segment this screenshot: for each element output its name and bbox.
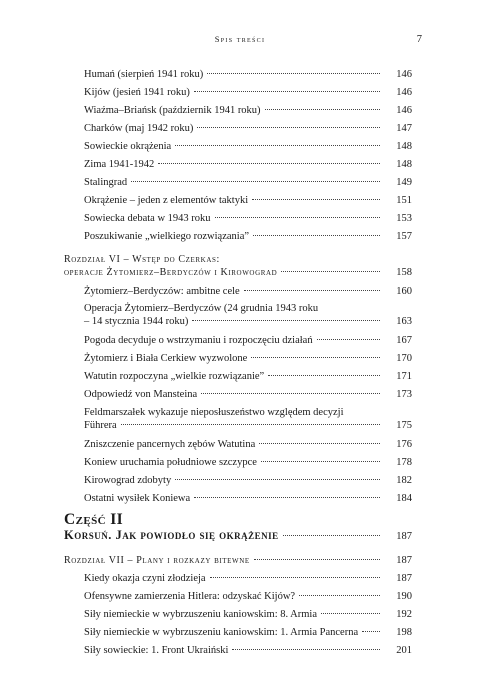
toc-entry[interactable] [64,456,412,469]
toc-entry[interactable] [64,388,412,401]
chapter-page: 187 [396,555,412,566]
toc-entry-page: 167 [396,335,412,346]
toc-entry-title: Sowiecka debata w 1943 roku [84,213,211,224]
dot-leader [251,357,380,358]
dot-leader [283,535,380,536]
dot-leader [268,375,380,376]
dot-leader [254,559,380,560]
toc-entry[interactable] [64,644,412,657]
toc-entry[interactable] [64,104,412,117]
toc-entry-title: Kiedy okazja czyni złodzieja [84,573,206,584]
chapter-entry[interactable] [64,253,412,279]
toc-entry-page: 176 [396,439,412,450]
toc-entry[interactable] [64,212,412,225]
toc-entry-page: 147 [396,123,412,134]
dot-leader [362,631,380,632]
dot-leader [121,424,380,425]
toc-entry-title: Watutin rozpoczyna „wielkie rozwiązanie” [84,371,265,382]
toc-entry-title: Stalingrad [84,177,128,188]
dot-leader [201,393,380,394]
toc-entry[interactable] [64,230,412,243]
toc-entry-page: 175 [396,420,412,431]
toc-entry-title: Sowieckie okrążenia [84,141,172,152]
toc-entry-title: Siły sowieckie: 1. Front Ukraiński [84,645,229,656]
toc-entry-page: 148 [396,159,412,170]
running-title: Spis treści [214,34,266,44]
toc-entry[interactable] [64,140,412,153]
toc-entry-title: Okrążenie – jeden z elementów taktyki [84,195,249,206]
dot-leader [194,497,380,498]
dot-leader [192,320,380,321]
toc-entry-page: 146 [396,69,412,80]
toc-entry-page: 192 [396,609,412,620]
part-title: Korsuń. Jak powiodło się okrążenie [64,528,279,542]
toc-entry-page: 153 [396,213,412,224]
toc-entry-title: Ostatni wysiłek Koniewa [84,493,191,504]
toc-entry-page: 184 [396,493,412,504]
toc-entry[interactable] [64,492,412,505]
toc-entry[interactable] [64,158,412,171]
chapter-entry[interactable] [64,554,412,567]
dot-leader [244,290,380,291]
dot-leader [253,235,380,236]
toc-entry-title: Koniew uruchamia południowe szczypce [84,457,257,468]
dot-leader [175,479,380,480]
toc-entry-title: Charków (maj 1942 roku) [84,123,194,134]
toc-entry-page: 160 [396,286,412,297]
toc-entry-title: Zima 1941-1942 [84,159,155,170]
chapter-title-line2: operacje Żytomierz–Berdyczów i Kirowograd [64,267,278,278]
toc-entry-page: 151 [396,195,412,206]
toc-entry[interactable] [64,285,412,298]
chapter-title-line1: Rozdział VI – Wstęp do Czerkas: [64,254,220,265]
toc-entry-title: Żytomierz–Berdyczów: ambitne cele [84,286,240,297]
running-header [0,34,480,48]
part-title-entry[interactable] [64,529,412,543]
page-number: 7 [416,34,422,45]
toc-entry-page: 198 [396,627,412,638]
toc-entry-page: 170 [396,353,412,364]
dot-leader [197,127,380,128]
toc-entry-title: Wiaźma–Briańsk (październik 1941 roku) [84,105,261,116]
toc-entry[interactable] [64,334,412,347]
dot-leader [281,271,380,272]
toc-entry-title: Żytomierz i Biała Cerkiew wyzwolone [84,353,248,364]
toc-entry-title-line1: Operacja Żytomierz–Berdyczów (24 grudnia 1943 roku [84,303,319,314]
toc-entry-title: Poszukiwanie „wielkiego rozwiązania” [84,231,250,242]
dot-leader [215,217,380,218]
toc-entry-page: 178 [396,457,412,468]
toc-entry[interactable] [64,406,412,432]
toc-entry-page: 149 [396,177,412,188]
chapter-title: Rozdział VII – Plany i rozkazy bitewne [64,555,250,566]
dot-leader [232,649,380,650]
toc-entry-page: 171 [396,371,412,382]
toc-entry-title: Siły niemieckie w wybrzuszeniu kaniowskim: 1. Armia Pancerna [84,627,359,638]
toc-entry[interactable] [64,302,412,328]
toc-entry-title-line1: Feldmarszałek wykazuje nieposłuszeństwo względem decyzji [84,407,344,418]
toc-entry[interactable] [64,68,412,81]
toc-entry[interactable] [64,474,412,487]
chapter-page: 158 [396,267,412,278]
dot-leader [194,91,380,92]
toc-entry-page: 187 [396,573,412,584]
toc-entry-title: Pogoda decyduje o wstrzymaniu i rozpoczęciu działań [84,335,313,346]
dot-leader [207,73,380,74]
toc-entry-title: Kirowograd zdobyty [84,475,172,486]
toc-entry-title: Führera [84,420,117,431]
dot-leader [252,199,380,200]
toc-entry-page: 148 [396,141,412,152]
dot-leader [261,461,380,462]
toc-entry-page: 190 [396,591,412,602]
dot-leader [158,163,380,164]
dot-leader [175,145,380,146]
toc-entry-title: Zniszczenie pancernych zębów Watutina [84,439,256,450]
toc-entry[interactable] [64,194,412,207]
dot-leader [317,339,380,340]
dot-leader [210,577,380,578]
toc-entry-title: Siły niemieckie w wybrzuszeniu kaniowskim: 8. Armia [84,609,317,620]
toc-entry[interactable] [64,122,412,135]
dot-leader [131,181,380,182]
part-heading: Część II [64,511,124,528]
toc-entry-page: 157 [396,231,412,242]
toc-entry[interactable] [64,438,412,451]
toc-entry[interactable] [64,608,412,621]
toc-entry[interactable] [64,176,412,189]
toc-entry[interactable] [64,86,412,99]
toc-entry[interactable] [64,352,412,365]
toc-entry-title: Ofensywne zamierzenia Hitlera: odzyskać Kijów? [84,591,296,602]
part-page: 187 [396,531,412,542]
toc-entry-page: 182 [396,475,412,486]
toc-entry-page: 146 [396,87,412,98]
dot-leader [321,613,380,614]
toc-entry-page: 173 [396,389,412,400]
toc-entry-page: 163 [396,316,412,327]
dot-leader [265,109,380,110]
toc-entry-title: Humań (sierpień 1941 roku) [84,69,204,80]
dot-leader [299,595,380,596]
toc-entry[interactable] [64,370,412,383]
toc-entry-title: – 14 stycznia 1944 roku) [84,316,189,327]
toc-entry[interactable] [64,572,412,585]
toc-entry-title: Odpowiedź von Mansteina [84,389,198,400]
toc-entry-title: Kijów (jesień 1941 roku) [84,87,190,98]
toc-entry-page: 146 [396,105,412,116]
toc-entry[interactable] [64,590,412,603]
toc-entry[interactable] [64,626,412,639]
dot-leader [259,443,380,444]
toc-entry-page: 201 [396,645,412,656]
